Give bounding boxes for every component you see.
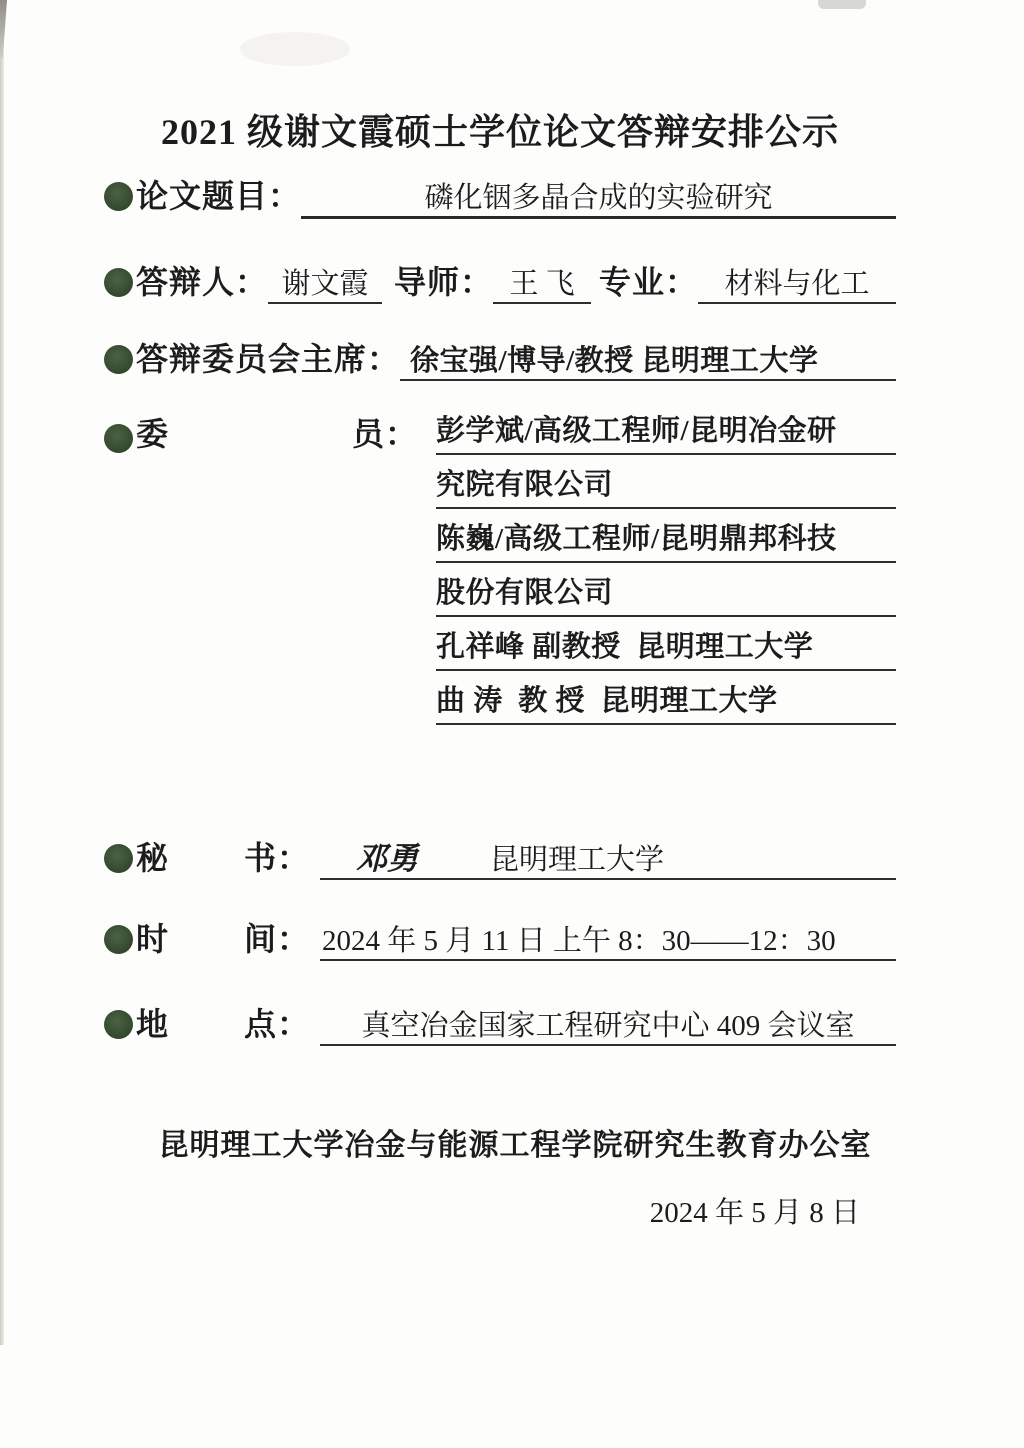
- committee-label-first: 委: [136, 416, 170, 452]
- thesis-title-label: 论文题目：: [136, 178, 302, 214]
- issuing-office: 昆明理工大学冶金与能源工程学院研究生教育办公室: [158, 1129, 872, 1162]
- place-value: 真空冶金国家工程研究中心 409 会议室: [320, 1003, 896, 1046]
- time-label-second: 间：: [243, 921, 310, 957]
- advisor-name: 王 飞: [493, 261, 591, 304]
- committee-member-line: 股份有限公司: [436, 571, 896, 617]
- secretary-label-second: 书：: [243, 840, 310, 876]
- secretary-label-first: 秘: [136, 840, 170, 876]
- committee-label-second: 员：: [351, 416, 418, 452]
- bullet-icon: [104, 182, 133, 211]
- bullet-icon: [104, 925, 133, 954]
- place-label-second: 点：: [243, 1006, 310, 1042]
- issue-date: 2024 年 5 月 8 日: [649, 1197, 860, 1229]
- committee-label-box: [104, 409, 436, 455]
- committee-member-line: 究院有限公司: [436, 463, 896, 509]
- chair-value: 徐宝强/博导/教授 昆明理工大学: [400, 338, 896, 381]
- page-title: 2021 级谢文霞硕士学位论文答辩安排公示: [160, 112, 839, 152]
- bullet-icon: [104, 844, 133, 873]
- bullet-icon: [104, 345, 133, 374]
- place-label-first: 地: [136, 1006, 170, 1042]
- place-label-box: [104, 999, 320, 1045]
- chair-label: 答辩委员会主席：: [136, 341, 401, 377]
- committee-member-list: [436, 409, 896, 733]
- committee-member-line: 曲 涛 教 授 昆明理工大学: [436, 679, 896, 725]
- bullet-icon: [104, 1010, 133, 1039]
- major-label: 专业：: [599, 264, 699, 300]
- document-content: [104, 0, 896, 1231]
- secretary-affiliation: 昆明理工大学: [490, 844, 665, 876]
- bullet-icon: [104, 424, 133, 453]
- committee-member-line: 彭学斌/高级工程师/昆明冶金研: [436, 409, 896, 455]
- defender-label: 答辩人：: [136, 264, 269, 300]
- time-label-first: 时: [136, 921, 170, 957]
- secretary-label-box: [104, 833, 320, 879]
- committee-row: [104, 409, 896, 733]
- advisor-label: 导师：: [394, 264, 494, 300]
- committee-member-line: 孔祥峰 副教授 昆明理工大学: [436, 625, 896, 671]
- secretary-row: [104, 833, 896, 880]
- thesis-title-row: [104, 171, 896, 219]
- place-row: [104, 999, 896, 1046]
- bullet-icon: [104, 268, 133, 297]
- time-row: [104, 914, 896, 961]
- chair-row: [104, 334, 896, 381]
- major-value: 材料与化工: [698, 261, 896, 304]
- time-label-box: [104, 914, 320, 960]
- thesis-title-value: 磷化铟多晶合成的实验研究: [301, 175, 896, 219]
- committee-member-line: 陈巍/高级工程师/昆明鼎邦科技: [436, 517, 896, 563]
- defender-name: 谢文霞: [268, 261, 382, 304]
- secretary-value: [320, 833, 896, 880]
- scan-edge-artifact: [0, 0, 4, 1345]
- defender-row: [104, 257, 896, 304]
- secretary-name: 邓勇: [356, 841, 418, 876]
- time-value: 2024 年 5 月 11 日 上午 8：30——12：30: [320, 918, 896, 961]
